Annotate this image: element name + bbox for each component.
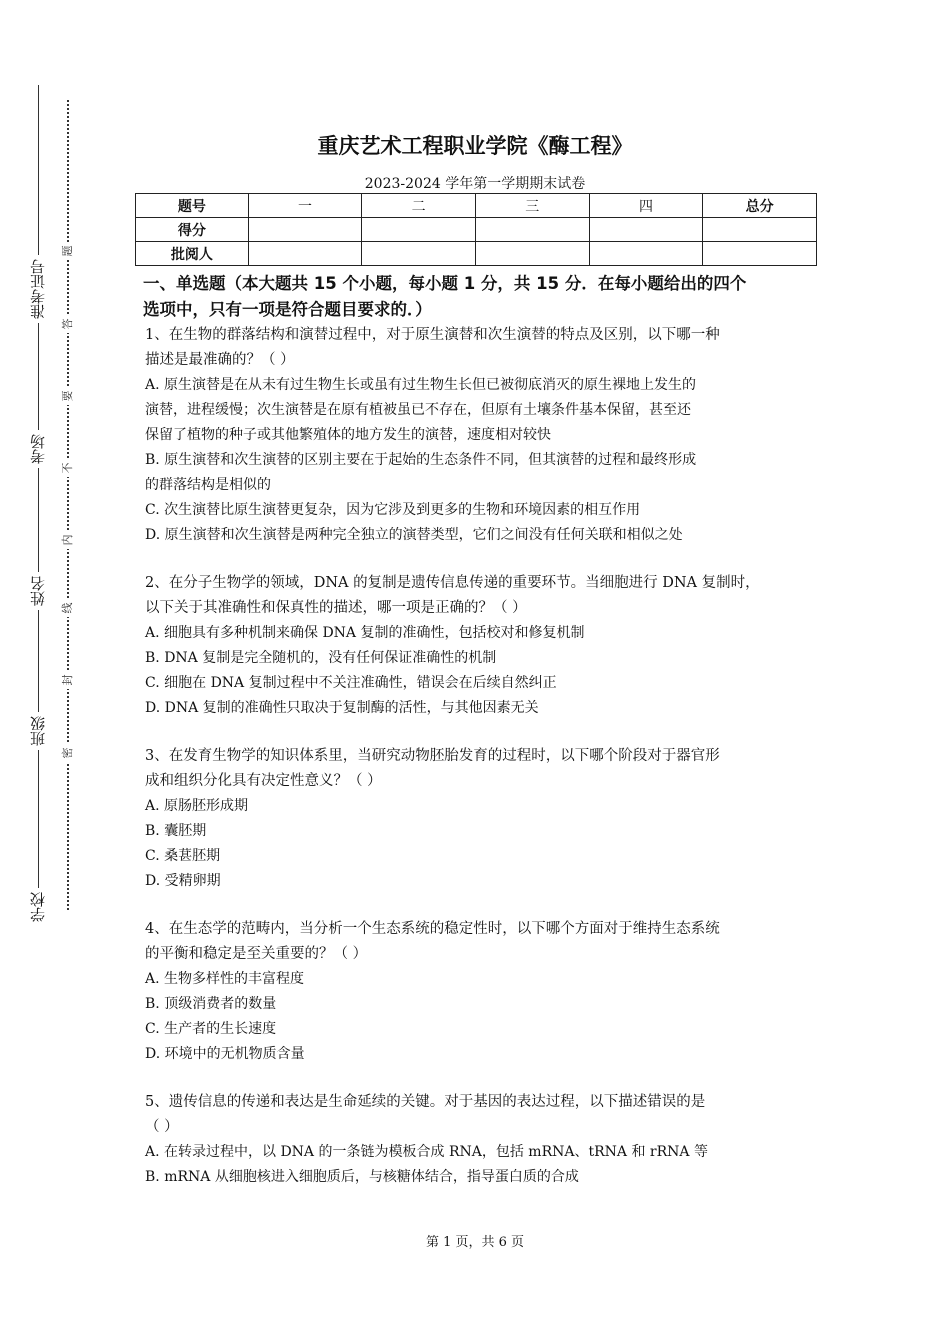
field-school: 学校 <box>20 888 56 926</box>
question-stem-line: 1、在生物的群落结构和演替过程中，对于原生演替和次生演替的特点及区别，以下哪一种 <box>145 327 720 343</box>
score-col-header: 四 <box>589 194 703 218</box>
option-line: 演替，进程缓慢；次生演替是在原有植被虽已不存在，但原有土壤条件基本保留，甚至还 <box>145 402 691 418</box>
score-table-header-row <box>136 194 817 218</box>
score-cell <box>248 242 362 266</box>
option-line: B. 顶级消费者的数量 <box>145 996 277 1012</box>
question-stem-line: 3、在发育生物学的知识体系里，当研究动物胚胎发育的过程时，以下哪个阶段对于器官形 <box>145 748 720 764</box>
score-row-label: 得分 <box>136 218 249 242</box>
question-stem-line: 描述是最准确的？（ ） <box>145 352 295 368</box>
seal-char: 封 <box>59 671 75 689</box>
solid-line <box>38 85 39 925</box>
seal-char: 线 <box>59 599 75 617</box>
score-col-header: 三 <box>475 194 589 218</box>
seal-char: 内 <box>59 531 75 549</box>
exam-subtitle: 2023-2024 学年第一学期期末试卷 <box>364 176 586 192</box>
seal-char: 答 <box>59 315 75 333</box>
score-table-row <box>136 218 817 242</box>
question-stem-line: 成和组织分化具有决定性意义？（ ） <box>145 773 382 789</box>
option-line: D. 原生演替和次生演替是两种完全独立的演替类型，它们之间没有任何关联和相似之处 <box>145 527 683 543</box>
option-line: C. 生产者的生长速度 <box>145 1021 277 1037</box>
score-col-header: 一 <box>248 194 362 218</box>
field-name: 姓名 <box>20 572 56 610</box>
question-stem-line: 以下关于其准确性和保真性的描述，哪一项是正确的？（ ） <box>145 600 527 616</box>
option-line: C. 细胞在 DNA 复制过程中不关注准确性，错误会在后续自然纠正 <box>145 675 557 691</box>
section-title-line: 一、单选题（本大题共 15 个小题，每小题 1 分，共 15 分．在每小题给出的四个 <box>143 274 747 293</box>
score-table <box>135 193 817 266</box>
question-2 <box>145 571 820 721</box>
score-col-header: 题号 <box>136 194 249 218</box>
score-col-header: 二 <box>362 194 476 218</box>
exam-title: 重庆艺术工程职业学院《酶工程》 <box>317 134 633 158</box>
field-exam-number: 准考证号 <box>20 255 56 323</box>
score-row-label: 批阅人 <box>136 242 249 266</box>
score-cell <box>589 242 703 266</box>
question-stem-line: 5、遗传信息的传递和表达是生命延续的关键。对于基因的表达过程，以下描述错误的是 <box>145 1094 706 1110</box>
option-line: 的群落结构是相似的 <box>145 477 271 493</box>
option-line: C. 桑葚胚期 <box>145 848 221 864</box>
option-line: A. 生物多样性的丰富程度 <box>145 971 305 987</box>
score-cell <box>362 242 476 266</box>
question-5 <box>145 1090 820 1190</box>
question-stem-line: 4、在生态学的范畴内，当分析一个生态系统的稳定性时，以下哪个方面对于维持生态系统 <box>145 921 720 937</box>
section-title-line: 选项中，只有一项是符合题目要求的．） <box>143 300 432 319</box>
score-col-header: 总分 <box>703 194 817 218</box>
option-line: C. 次生演替比原生演替更复杂，因为它涉及到更多的生物和环境因素的相互作用 <box>145 502 641 518</box>
score-cell <box>248 218 362 242</box>
option-line: B. mRNA 从细胞核进入细胞质后，与核糖体结合，指导蛋白质的合成 <box>145 1169 579 1185</box>
option-line: A. 原生演替是在从未有过生物生长或虽有过生物生长但已被彻底消灭的原生裸地上发生的 <box>145 377 697 393</box>
option-line: A. 原肠胚形成期 <box>145 798 249 814</box>
binding-margin <box>0 0 90 1344</box>
option-line: D. 环境中的无机物质含量 <box>145 1046 305 1062</box>
option-line: B. DNA 复制是完全随机的，没有任何保证准确性的机制 <box>145 650 497 666</box>
option-line: A. 细胞具有多种机制来确保 DNA 复制的准确性，包括校对和修复机制 <box>145 625 585 641</box>
seal-char: 不 <box>59 459 75 477</box>
question-stem-line: 的平衡和稳定是至关重要的？（ ） <box>145 946 368 962</box>
option-line: B. 囊胚期 <box>145 823 207 839</box>
option-line: D. DNA 复制的准确性只取决于复制酶的活性，与其他因素无关 <box>145 700 539 716</box>
field-exam-room: 考场 <box>20 430 56 468</box>
seal-char: 题 <box>59 242 75 260</box>
exam-content <box>145 271 820 1190</box>
score-cell <box>703 218 817 242</box>
score-cell <box>475 242 589 266</box>
question-1 <box>145 323 820 548</box>
option-line: A. 在转录过程中，以 DNA 的一条链为模板合成 RNA，包括 mRNA、tRNA 和 rRNA 等 <box>145 1144 708 1160</box>
option-line: B. 原生演替和次生演替的区别主要在于起始的生态条件不同，但其演替的过程和最终形成 <box>145 452 697 468</box>
option-line: D. 受精卵期 <box>145 873 221 889</box>
page-footer: 第 1 页，共 6 页 <box>425 1235 525 1250</box>
score-cell <box>589 218 703 242</box>
question-stem-line: （ ） <box>145 1119 179 1135</box>
question-3 <box>145 744 820 894</box>
question-4 <box>145 917 820 1067</box>
field-class: 班级 <box>20 712 56 750</box>
option-line: 保留了植物的种子或其他繁殖体的地方发生的演替，速度相对较快 <box>145 427 551 443</box>
score-cell <box>475 218 589 242</box>
question-stem-line: 2、在分子生物学的领域，DNA 的复制是遗传信息传递的重要环节。当细胞进行 DNA 复制时， <box>145 575 760 591</box>
seal-char: 密 <box>59 744 75 762</box>
score-cell <box>703 242 817 266</box>
dotted-seal-line <box>67 100 69 910</box>
score-cell <box>362 218 476 242</box>
seal-char: 要 <box>59 387 75 405</box>
score-table-row <box>136 242 817 266</box>
